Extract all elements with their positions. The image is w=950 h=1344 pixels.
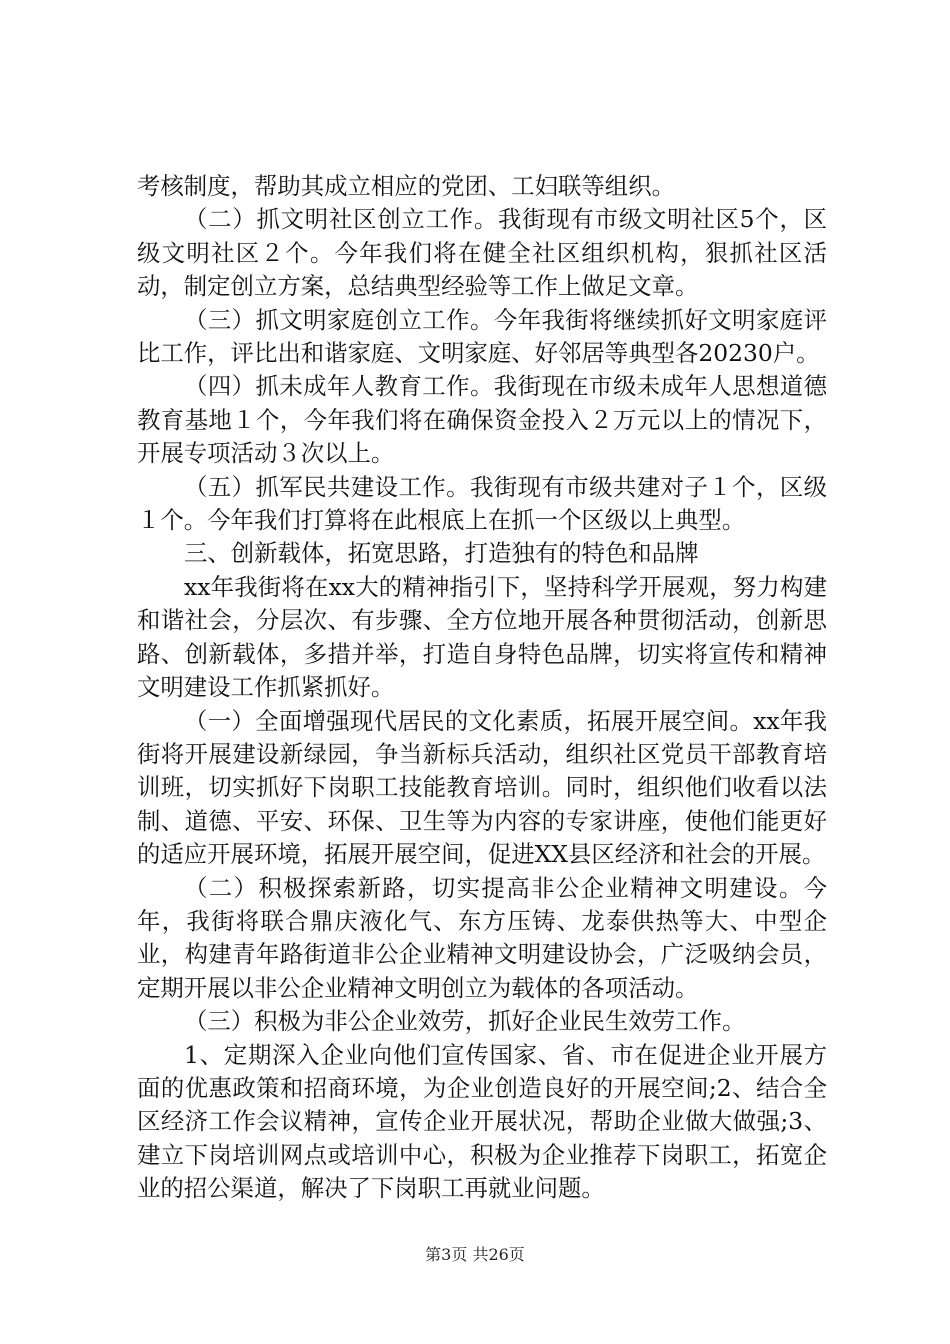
paragraph-minor-education: （四）抓未成年人教育工作。我街现在市级未成年人思想道德教育基地１个，今年我们将在确保资金投入２万元以上的情况下，开展专项活动３次以上。 — [137, 372, 827, 468]
paragraph-enterprise-service: （三）积极为非公企业效劳，抓好企业民生效劳工作。 — [184, 1007, 746, 1036]
paragraph-military-civilian: （五）抓军民共建设工作。我街现有市级共建对子１个，区级１个。今年我们打算将在此根底上在抓一个区级以上典型。 — [137, 472, 827, 535]
section-heading-three: 三、创新载体，拓宽思路，打造独有的特色和品牌 — [184, 539, 699, 568]
paragraph-nonpublic-enterprise: （二）积极探索新路，切实提高非公企业精神文明建设。今年，我街将联合鼎庆液化气、东方压铸、龙泰供热等大、中型企业，构建青年路街道非公企业精神文明建设协会，广泛吸纳会员，定期开展以非公企业精神文明创立为载体的各项活动。 — [137, 873, 827, 1002]
paragraph-section-intro: xx年我街将在xx大的精神指引下，坚持科学开展观，努力构建和谐社会，分层次、有步骤、全方位地开展各种贯彻活动，创新思路、创新载体，多措并举，打造自身特色品牌，切实将宣传和精神文明建设工作抓紧抓好。 — [137, 572, 827, 702]
document-body — [137, 170, 827, 1206]
page-footer: 第3页 共26页 — [425, 1245, 525, 1264]
paragraph-resident-quality: （一）全面增强现代居民的文化素质，拓展开展空间。xx年我街将开展建设新绿园，争当新标兵活动，组织社区党员干部教育培训班，切实抓好下岗职工技能教育培训。同时，组织他们收看以法制、道德、平安、环保、卫生等为内容的专家讲座，使他们能更好的适应开展环境，拓展开展空间，促进XX县区经济和社会的开展。 — [137, 706, 827, 869]
paragraph-family-civilization: （三）抓文明家庭创立工作。今年我街将继续抓好文明家庭评比工作，评比出和谐家庭、文明家庭、好邻居等典型各20230户。 — [137, 305, 827, 368]
paragraph-community-civilization: （二）抓文明社区创立工作。我街现有市级文明社区5个，区级文明社区２个。今年我们将在健全社区组织机构，狠抓社区活动，制定创立方案，总结典型经验等工作上做足文章。 — [137, 205, 827, 301]
paragraph-service-items: 1、定期深入企业向他们宣传国家、省、市在促进企业开展方面的优惠政策和招商环境，为企业创造良好的开展空间;2、结合全区经济工作会议精神，宣传企业开展状况，帮助企业做大做强;3、建立下岗培训网点或培训中心，积极为企业推荐下岗职工，拓宽企业的招公渠道，解决了下岗职工再就业问题。 — [137, 1040, 827, 1203]
paragraph-continuation: 考核制度，帮助其成立相应的党团、工妇联等组织。 — [137, 172, 675, 200]
